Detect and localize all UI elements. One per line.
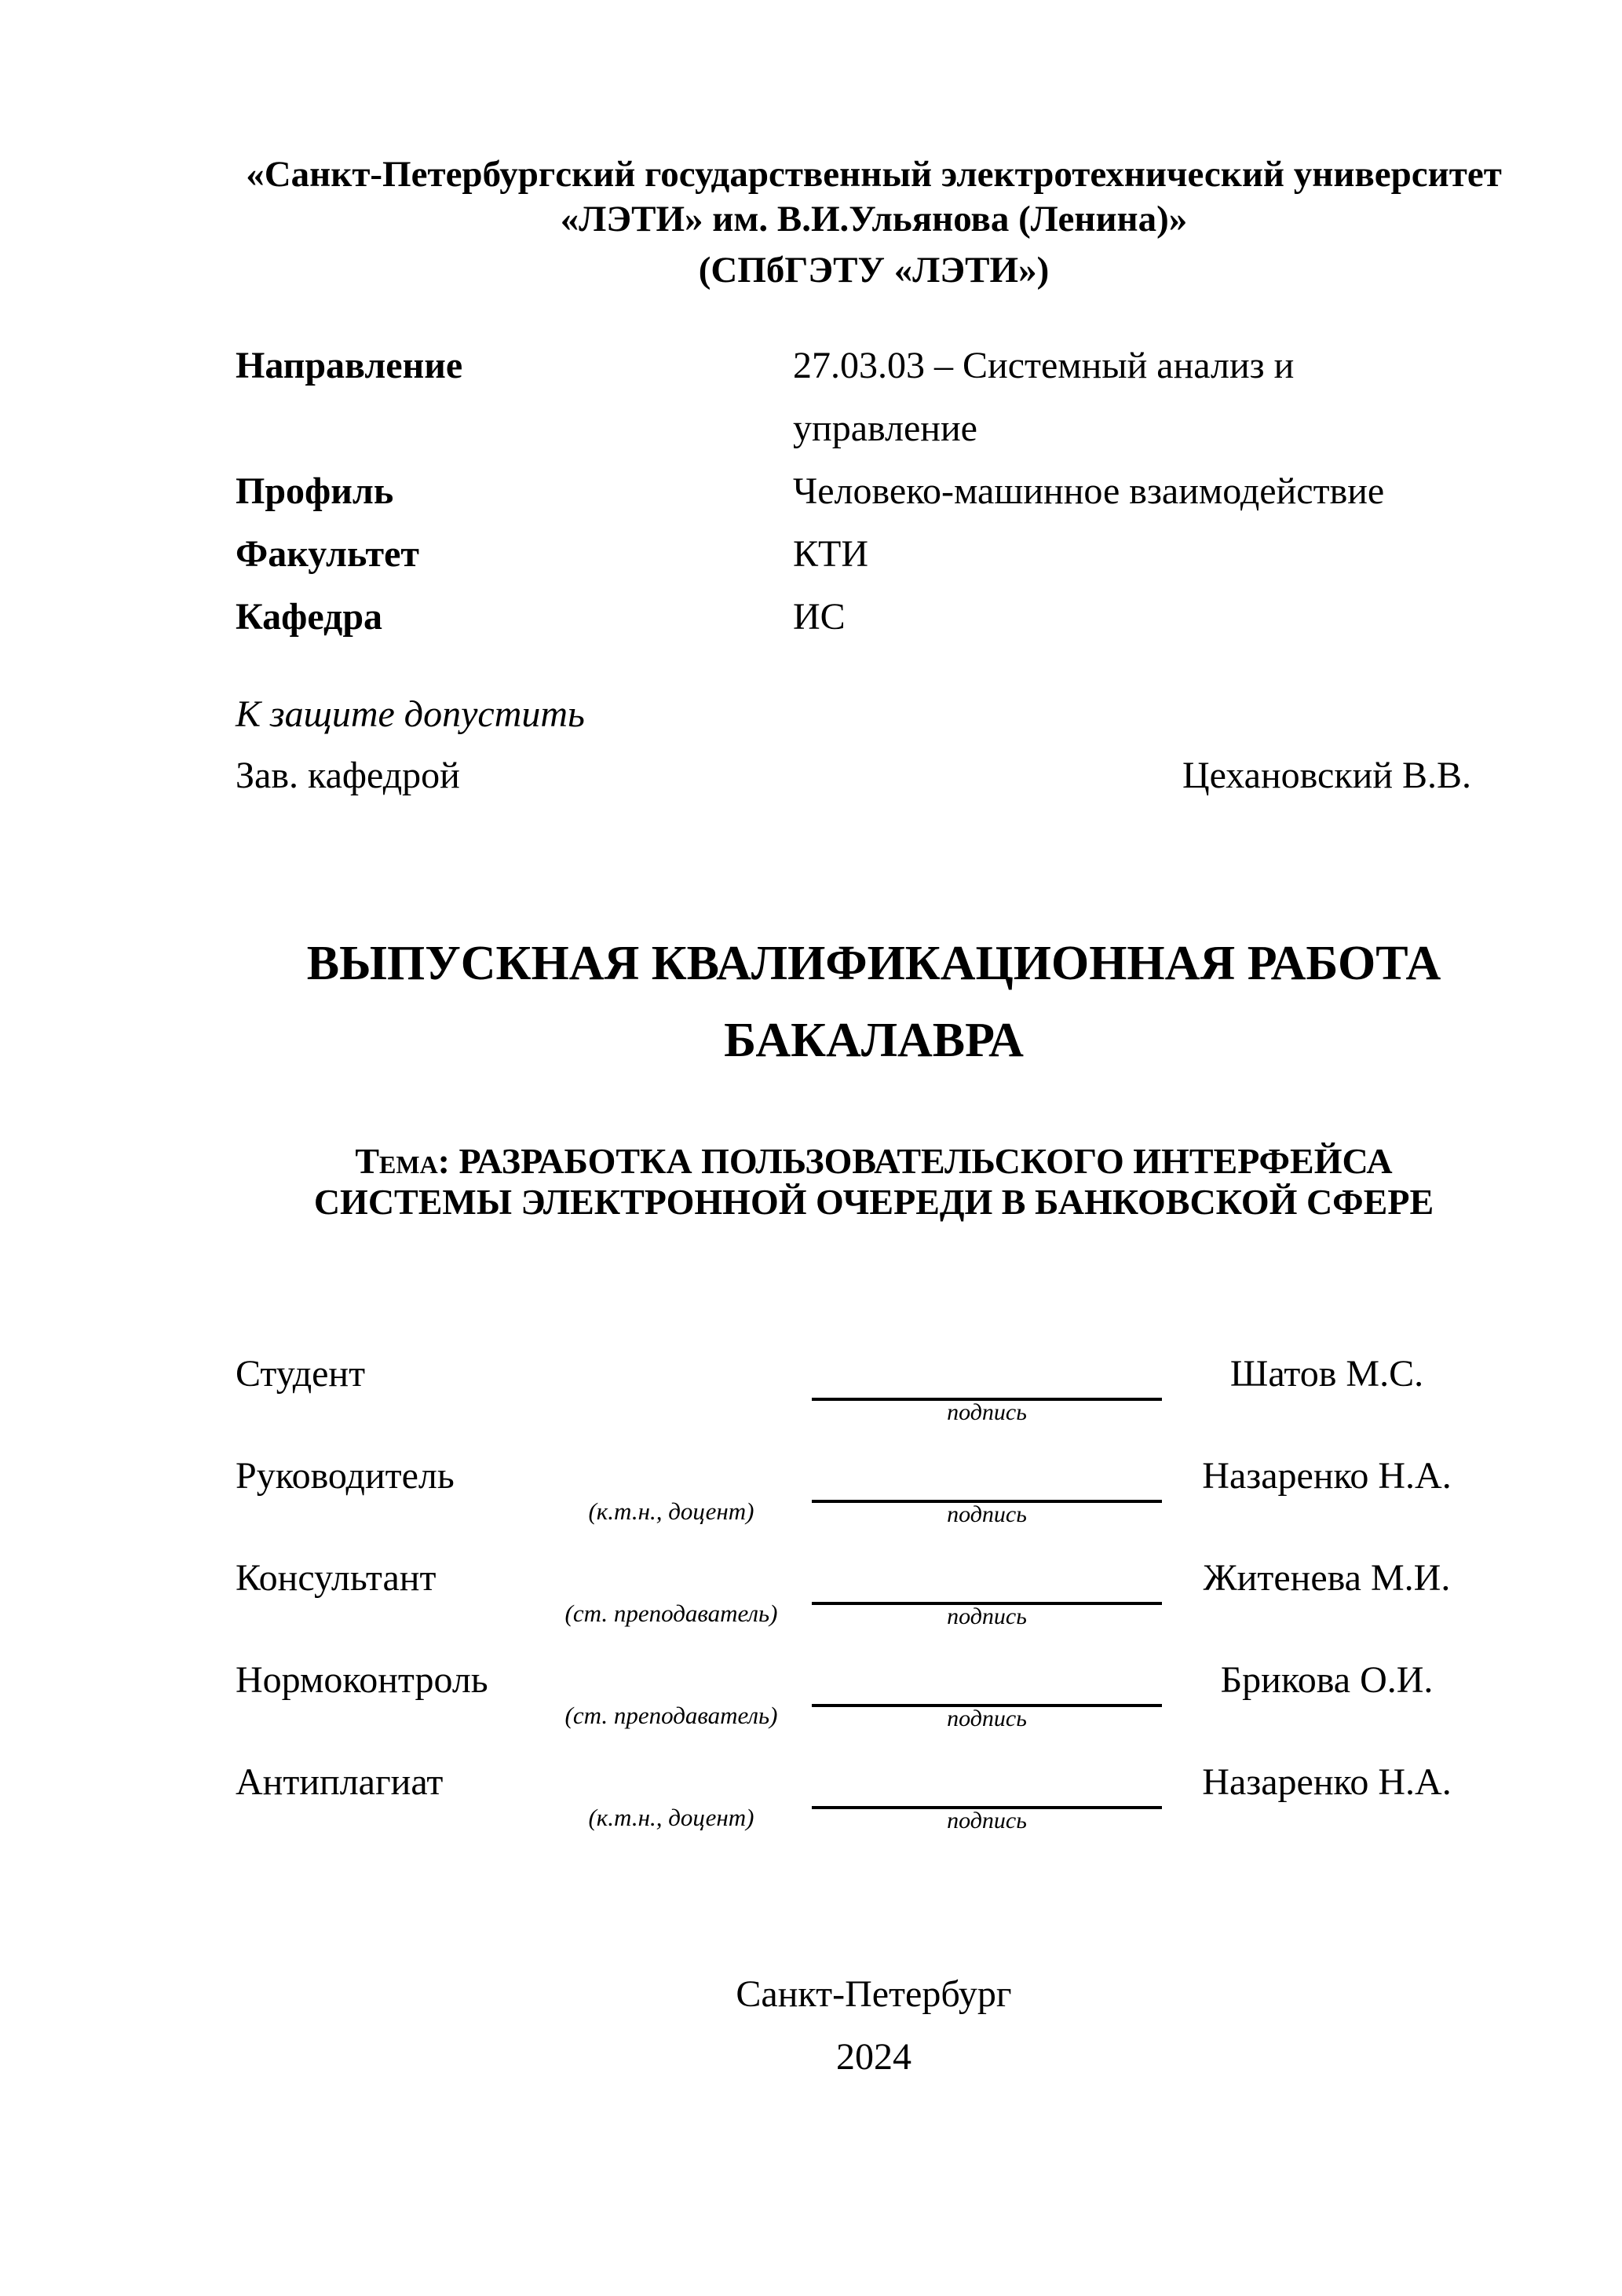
signatory-name: Житенева М.И. [1203,1557,1451,1599]
qualification-label: (ст. преподаватель) [564,1702,778,1729]
university-header [236,152,1512,293]
signature-row-consultant [236,1556,1512,1658]
faculty-row [236,523,1512,586]
qualification-label: (к.т.н., доцент) [588,1804,754,1831]
signature-caption: подпись [947,1399,1027,1425]
role-label: Консультант [236,1557,437,1599]
head-of-department-label: Зав. кафедрой [236,755,460,796]
signatory-name: Назаренко Н.А. [1202,1455,1452,1497]
signatory-name: Брикова О.И. [1220,1659,1434,1701]
topic-line-2: СИСТЕМЫ ЭЛЕКТРОННОЙ ОЧЕРЕДИ В БАНКОВСКОЙ СФЕРЕ [313,1182,1434,1222]
direction-value: 27.03.03 – Системный анализ и управление [793,345,1295,449]
program-info-table [236,335,1512,649]
work-type-title [236,925,1512,1079]
role-label: Студент [236,1353,366,1395]
profile-row [236,460,1512,523]
qualification-label: (ст. преподаватель) [564,1600,778,1627]
university-abbreviation: (СПбГЭТУ «ЛЭТИ») [698,250,1050,291]
direction-row [236,335,1512,460]
role-label: Нормоконтроль [236,1659,488,1701]
qualification-label: (к.т.н., доцент) [588,1497,754,1525]
head-of-department-row [236,745,1512,806]
topic-heading [236,1141,1512,1223]
admission-block [236,684,1512,806]
role-label: Руководитель [236,1455,455,1497]
signature-caption: подпись [947,1706,1027,1731]
profile-label: Профиль [236,470,394,512]
profile-value: Человеко-машинное взаимодействие [793,470,1385,512]
signatory-name: Шатов М.С. [1229,1353,1424,1395]
university-name-line-1: «Санкт-Петербургский государственный электротехнический университет [246,154,1502,195]
city-label: Санкт-Петербург [736,1973,1012,2015]
work-type-line-1: ВЫПУСКНАЯ КВАЛИФИКАЦИОННАЯ РАБОТА [306,937,1441,990]
department-label: Кафедра [236,596,383,638]
topic-line-1 [236,1141,1512,1182]
faculty-label: Факультет [236,533,419,575]
signature-caption: подпись [947,1603,1027,1629]
department-row [236,586,1512,649]
signatures-block [236,1352,1512,1863]
signature-row-antiplagiarism [236,1760,1512,1863]
university-name-line-2: «ЛЭТИ» им. В.И.Ульянова (Ленина)» [560,199,1188,239]
head-of-department-name: Цехановский В.В. [1182,755,1472,796]
direction-label: Направление [236,345,463,386]
admission-note: К защите допустить [236,693,585,735]
document-footer [236,1963,1512,2089]
topic-label: Тема: [355,1141,450,1181]
signature-caption: подпись [947,1501,1027,1527]
role-label: Антиплагиат [236,1761,444,1803]
year-label: 2024 [836,2036,911,2078]
topic-text-line-1: РАЗРАБОТКА ПОЛЬЗОВАТЕЛЬСКОГО ИНТЕРФЕЙСА [458,1141,1393,1181]
signature-row-student [236,1352,1512,1454]
work-type-line-2: БАКАЛАВРА [724,1014,1024,1067]
signatory-name: Назаренко Н.А. [1202,1761,1452,1803]
signature-row-supervisor [236,1454,1512,1556]
signature-row-normcontrol [236,1658,1512,1760]
signature-caption: подпись [947,1808,1027,1834]
department-value: ИС [793,596,846,638]
faculty-value: КТИ [793,533,868,575]
